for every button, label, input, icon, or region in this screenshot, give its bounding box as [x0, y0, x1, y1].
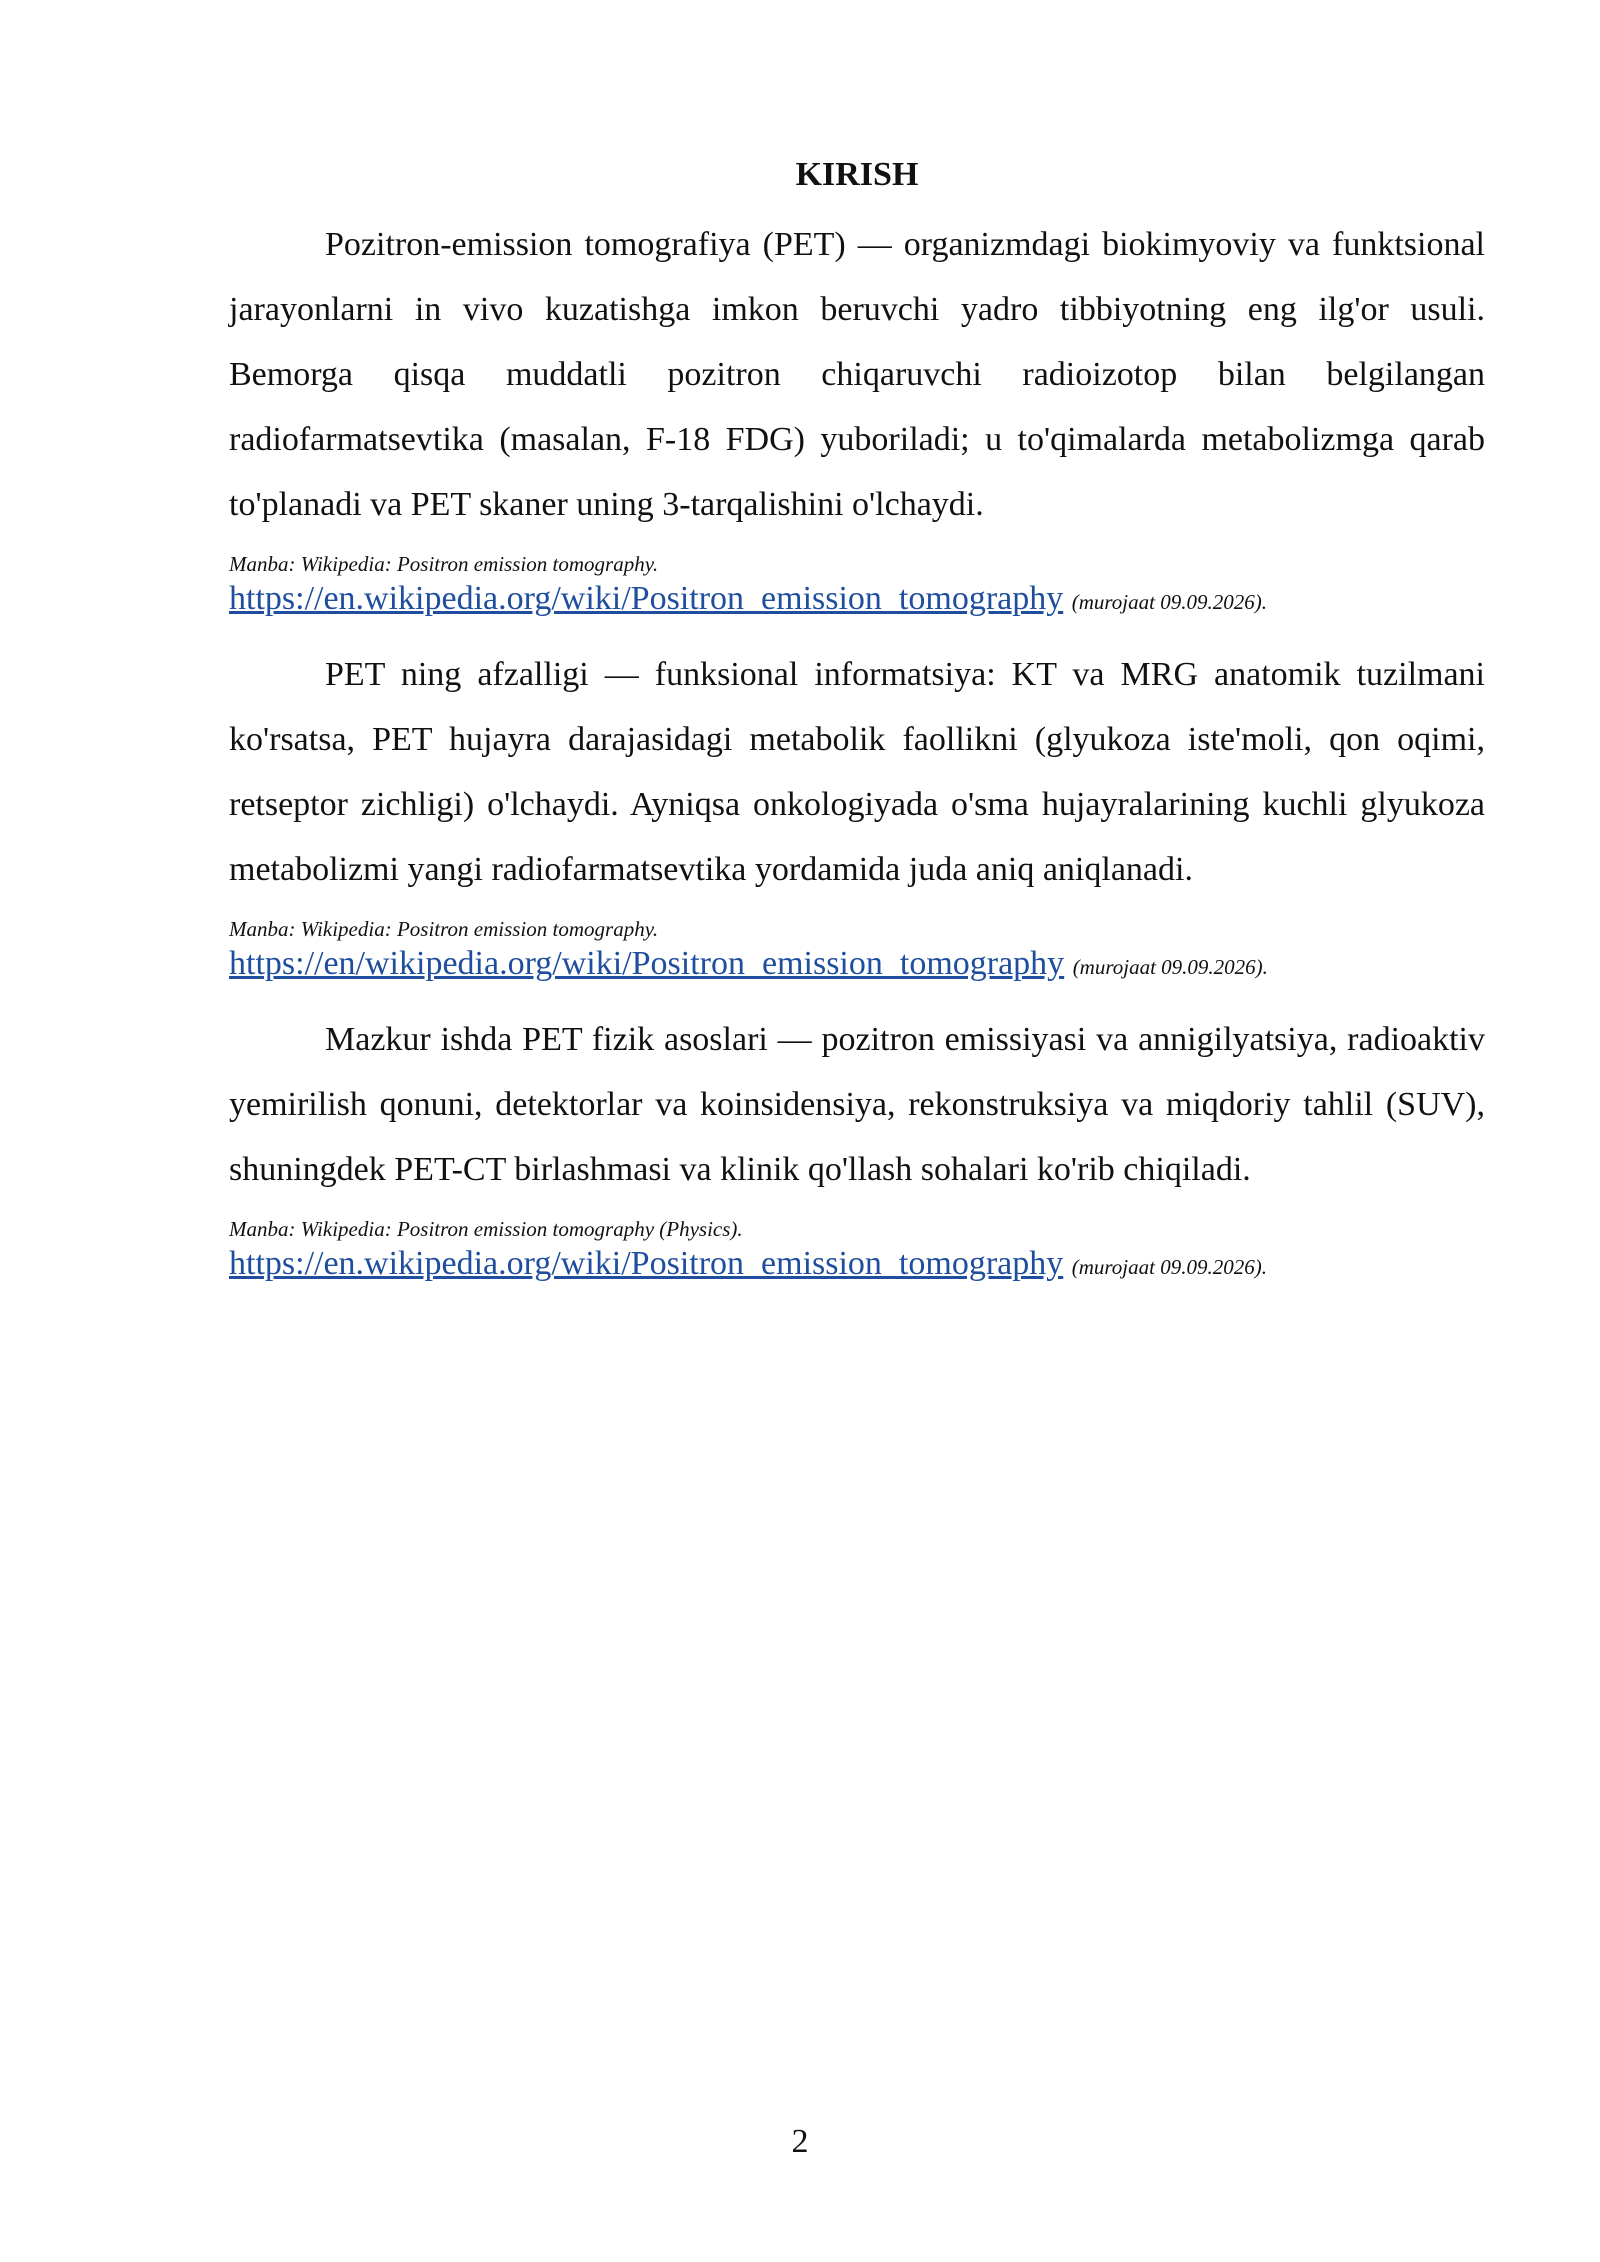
page-content [229, 148, 1485, 1307]
section-3 [229, 1007, 1485, 1287]
page-title: KIRISH [795, 156, 919, 193]
source-link[interactable]: https://en.wikipedia.org/wiki/Positron_emission_tomography [229, 1245, 1064, 1282]
section-2 [229, 642, 1485, 987]
accessed-date: (murojaat 09.09.2026). [1072, 955, 1268, 979]
paragraph-3: Mazkur ishda PET fizik asoslari — pozitron emissiyasi va annigilyatsiya, radioaktiv yemirilish qonuni, detektorlar va koinsidensiya, rekonstruksiya va miqdoriy tahlil (SUV), shuningdek PET-CT birlashmasi va klinik qo'llash sohalari ko'rib chiqiladi. [229, 1021, 1485, 1188]
accessed-date: (murojaat 09.09.2026). [1071, 590, 1267, 614]
source-note: Manba: Wikipedia: Positron emission tomography. [229, 552, 659, 576]
source-link[interactable]: https://en/wikipedia.org/wiki/Positron_emission_tomography [229, 945, 1065, 982]
source-note: Manba: Wikipedia: Positron emission tomography. [229, 917, 659, 941]
source-block-3 [229, 1214, 1485, 1287]
source-block-2 [229, 914, 1485, 987]
section-1 [229, 212, 1485, 622]
source-line [229, 944, 1485, 987]
source-line [229, 579, 1485, 622]
page-number: 2 [791, 2123, 809, 2160]
source-note: Manba: Wikipedia: Positron emission tomography (Physics). [229, 1217, 743, 1241]
accessed-date: (murojaat 09.09.2026). [1071, 1255, 1267, 1279]
paragraph-1: Pozitron-emission tomografiya (PET) — organizmdagi biokimyoviy va funktsional jarayonlarni in vivo kuzatishga imkon beruvchi yadro tibbiyotning eng ilg'or usuli. Bemorga qisqa muddatli pozitron chiqaruvchi radioizotop bilan belgilangan radiofarmatsevtika (masalan, F-18 FDG) yuboriladi; u to'qimalarda metabolizmga qarab to'planadi va PET skaner uning 3-tarqalishini o'lchaydi. [229, 226, 1485, 523]
source-line [229, 1244, 1485, 1287]
paragraph-2: PET ning afzalligi — funksional informatsiya: KT va MRG anatomik tuzilmani ko'rsatsa, PET hujayra darajasidagi metabolik faollikni (glyukoza iste'moli, qon oqimi, retseptor zichligi) o'lchaydi. Ayniqsa onkologiyada o'sma hujayralarining kuchli glyukoza metabolizmi yangi radiofarmatsevtika yordamida juda aniq aniqlanadi. [229, 656, 1485, 888]
source-link[interactable]: https://en.wikipedia.org/wiki/Positron_emission_tomography [229, 580, 1064, 617]
source-block-1 [229, 549, 1485, 622]
